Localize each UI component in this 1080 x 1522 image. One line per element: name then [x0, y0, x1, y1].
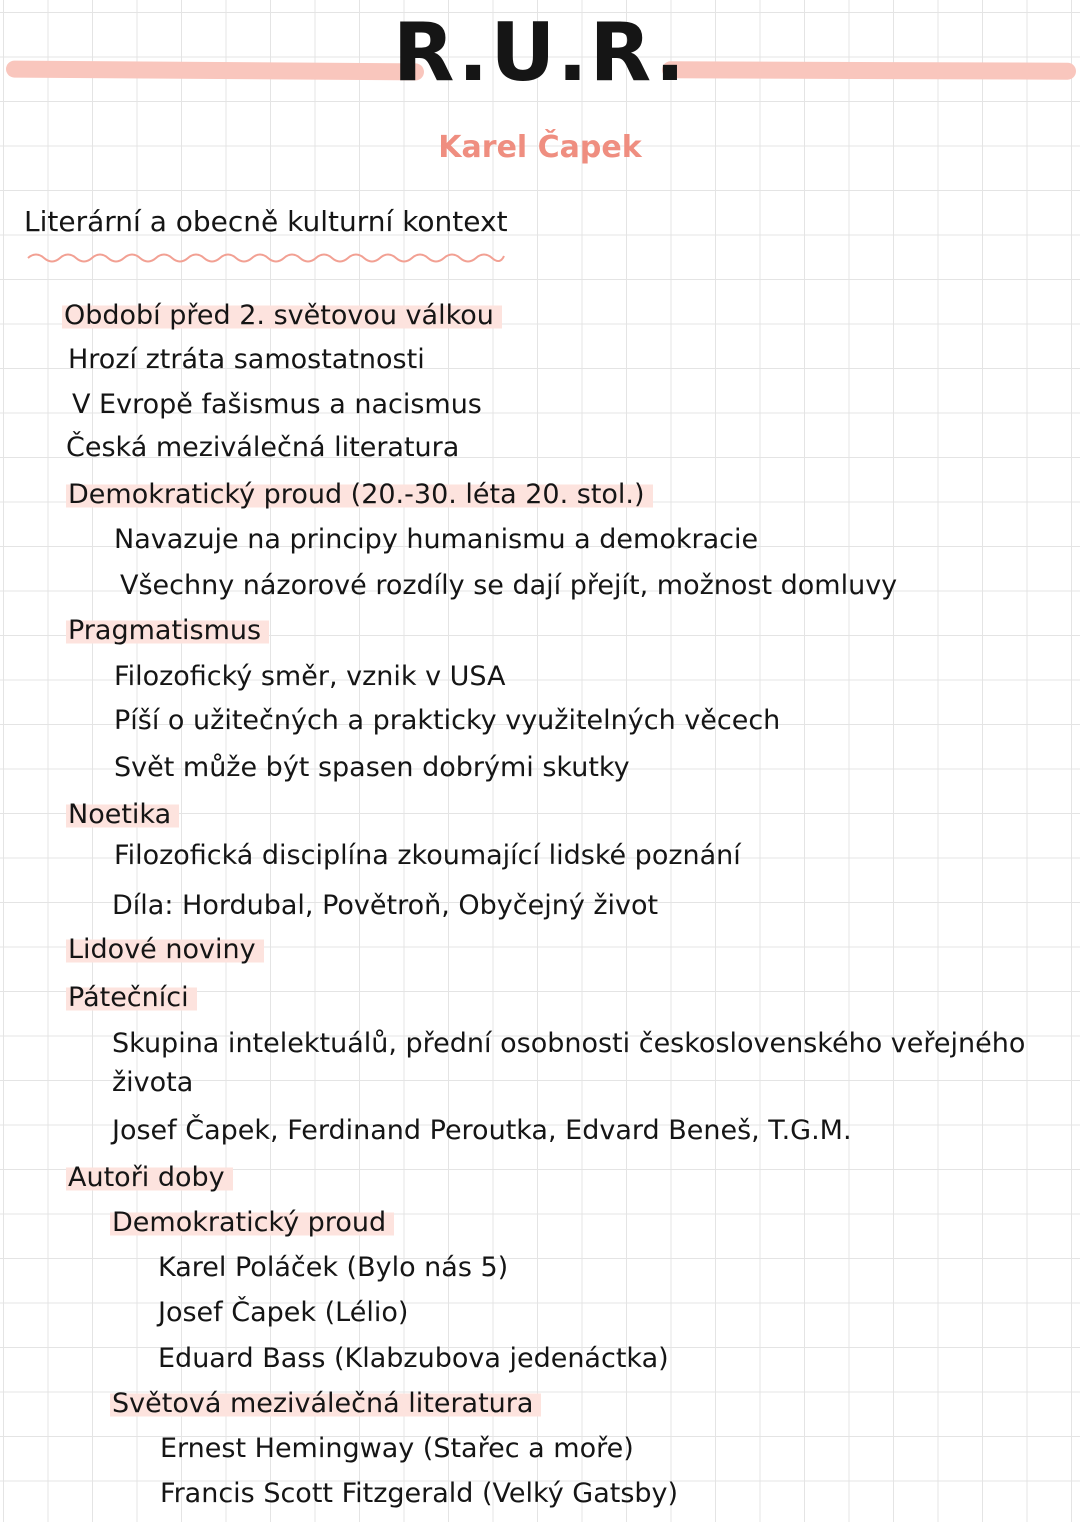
note-line: Skupina intelektuálů, přední osobnosti československého veřejného života [112, 1028, 1026, 1098]
note-line: Filozofický směr, vznik v USA [114, 661, 506, 692]
note-line: Hrozí ztráta samostatnosti [68, 344, 425, 375]
note-highlighted-text: Demokratický proud [110, 1207, 394, 1238]
note-highlighted-text: Noetika [66, 799, 179, 830]
note-line: Josef Čapek, Ferdinand Peroutka, Edvard Beneš, T.G.M. [112, 1115, 852, 1146]
note-line [66, 1160, 233, 1196]
note-line [66, 613, 269, 649]
heading-squiggle [26, 250, 506, 264]
note-highlighted-text: Pragmatismus [66, 615, 269, 646]
section-heading: Literární a obecně kulturní kontext [24, 205, 508, 238]
note-line [66, 797, 179, 833]
note-line: Navazuje na principy humanismu a demokracie [114, 524, 759, 555]
note-line [110, 1386, 541, 1422]
note-highlighted-text: Pátečníci [66, 982, 197, 1013]
note-line [62, 298, 502, 334]
note-line: Česká meziválečná literatura [66, 432, 460, 463]
note-highlighted-text: Světová meziválečná literatura [110, 1388, 541, 1419]
note-highlighted-text: Období před 2. světovou válkou [62, 300, 502, 331]
note-line: Filozofická disciplína zkoumající lidské poznání [114, 840, 741, 871]
note-line: Všechny názorové rozdíly se dají přejít, možnost domluvy [120, 570, 898, 601]
note-line: Díla: Hordubal, Povětroň, Obyčejný život [112, 890, 659, 921]
author-name: Karel Čapek [438, 130, 642, 165]
note-highlighted-text: Demokratický proud (20.-30. léta 20. stol.) [66, 479, 653, 510]
note-line: Karel Poláček (Bylo nás 5) [158, 1252, 509, 1283]
note-line [66, 932, 264, 968]
note-line: Eduard Bass (Klabzubova jedenáctka) [158, 1343, 669, 1374]
note-line [66, 980, 197, 1016]
note-line: Svět může být spasen dobrými skutky [114, 752, 630, 783]
note-line [110, 1205, 394, 1241]
note-line: V Evropě fašismus a nacismus [72, 389, 482, 420]
note-line: Ernest Hemingway (Stařec a moře) [160, 1433, 634, 1464]
note-line: Píší o užitečných a prakticky využitelných věcech [114, 705, 781, 736]
note-highlighted-text: Autoři doby [66, 1162, 233, 1193]
note-line: Francis Scott Fitzgerald (Velký Gatsby) [160, 1478, 679, 1509]
note-highlighted-text: Lidové noviny [66, 934, 264, 965]
note-line: Josef Čapek (Lélio) [158, 1297, 409, 1328]
note-line [66, 477, 653, 513]
page-title: R.U.R. [392, 6, 688, 99]
